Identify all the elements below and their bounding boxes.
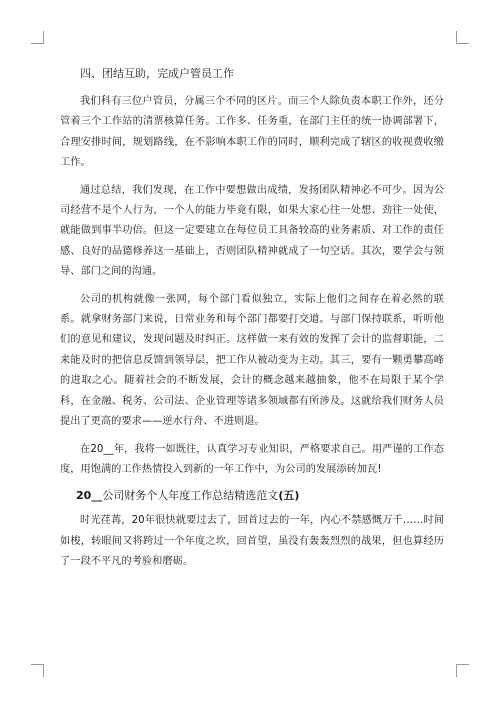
- document-body: [60, 66, 444, 580]
- paragraph-2: 通过总结，我们发现，在工作中要想做出成绩，发扬团队精神必不可少。因为公司经营不是个人行为，一个人的能力毕竟有限，如果大家心往一处想、劲往一处使，就能做到事半功倍。但这一定要建立在每位员工具备较高的业务素质、对工作的责任感、良好的品德修养这一基础上，否则团队精神就成了一句空话。其次，要学会与领导、部门之间的沟通。: [60, 184, 444, 278]
- subtitle-year: 20__: [76, 489, 103, 503]
- subtitle-text: 公司财务个人年度工作总结精选范文: [102, 489, 279, 503]
- paragraph-3: 公司的机构就像一张网，每个部门看似独立，实际上他们之间存在着必然的联系。就拿财务部门来说，日常业务和每个部门都要打交道。与部门保持联系，听听他们的意见和建议，发现问题及时纠正。这样做一来有效的发挥了会计的监督职能，二来能及时的把信息反馈到领导层，把工作从被动变为主动。其三，要有一颗勇攀高峰的进取之心。随着社会的不断发展，会计的概念越来越抽象，他不在局限于某个学科，在金融、税务、公司法、企业管理等诸多领域都有所涉及。这就给我们财务人员提出了更高的要求——逆水行舟、不进则退。: [60, 293, 444, 428]
- section-heading: 四、团结互助，完成户管员工作: [80, 67, 234, 80]
- article-subtitle: [76, 487, 444, 505]
- paragraph-1: 我们科有三位户管员，分属三个不同的区片。而三个人除负责本职工作外，还分管着三个工作站的清票核算任务。工作多、任务重，在部门主任的统一协调部署下，合理安排时间，规划路线，在不影响本职工作的同时，顺利完成了辖区的收视费收缴工作。: [60, 96, 444, 169]
- crop-mark-bottom-left: [31, 664, 44, 677]
- closing-paragraph: 时光荏苒，20年很快就要过去了，回首过去的一年，内心不禁感慨万千……时间如梭，转眼间又将跨过一个年度之坎，回首望，虽没有轰轰烈烈的战果，但也算经历了一段不平凡的考验和磨砺。: [60, 515, 444, 568]
- crop-mark-top-right: [456, 31, 469, 44]
- subtitle-number: (五): [278, 489, 300, 503]
- paragraph-4: 在20__年，我将一如既往，认真学习专业知识，严格要求自己。用严谨的工作态度，用饱满的工作热情投入到新的一年工作中，为公司的发展添砖加瓦!: [60, 443, 444, 475]
- crop-mark-top-left: [31, 31, 44, 44]
- crop-mark-bottom-right: [456, 664, 469, 677]
